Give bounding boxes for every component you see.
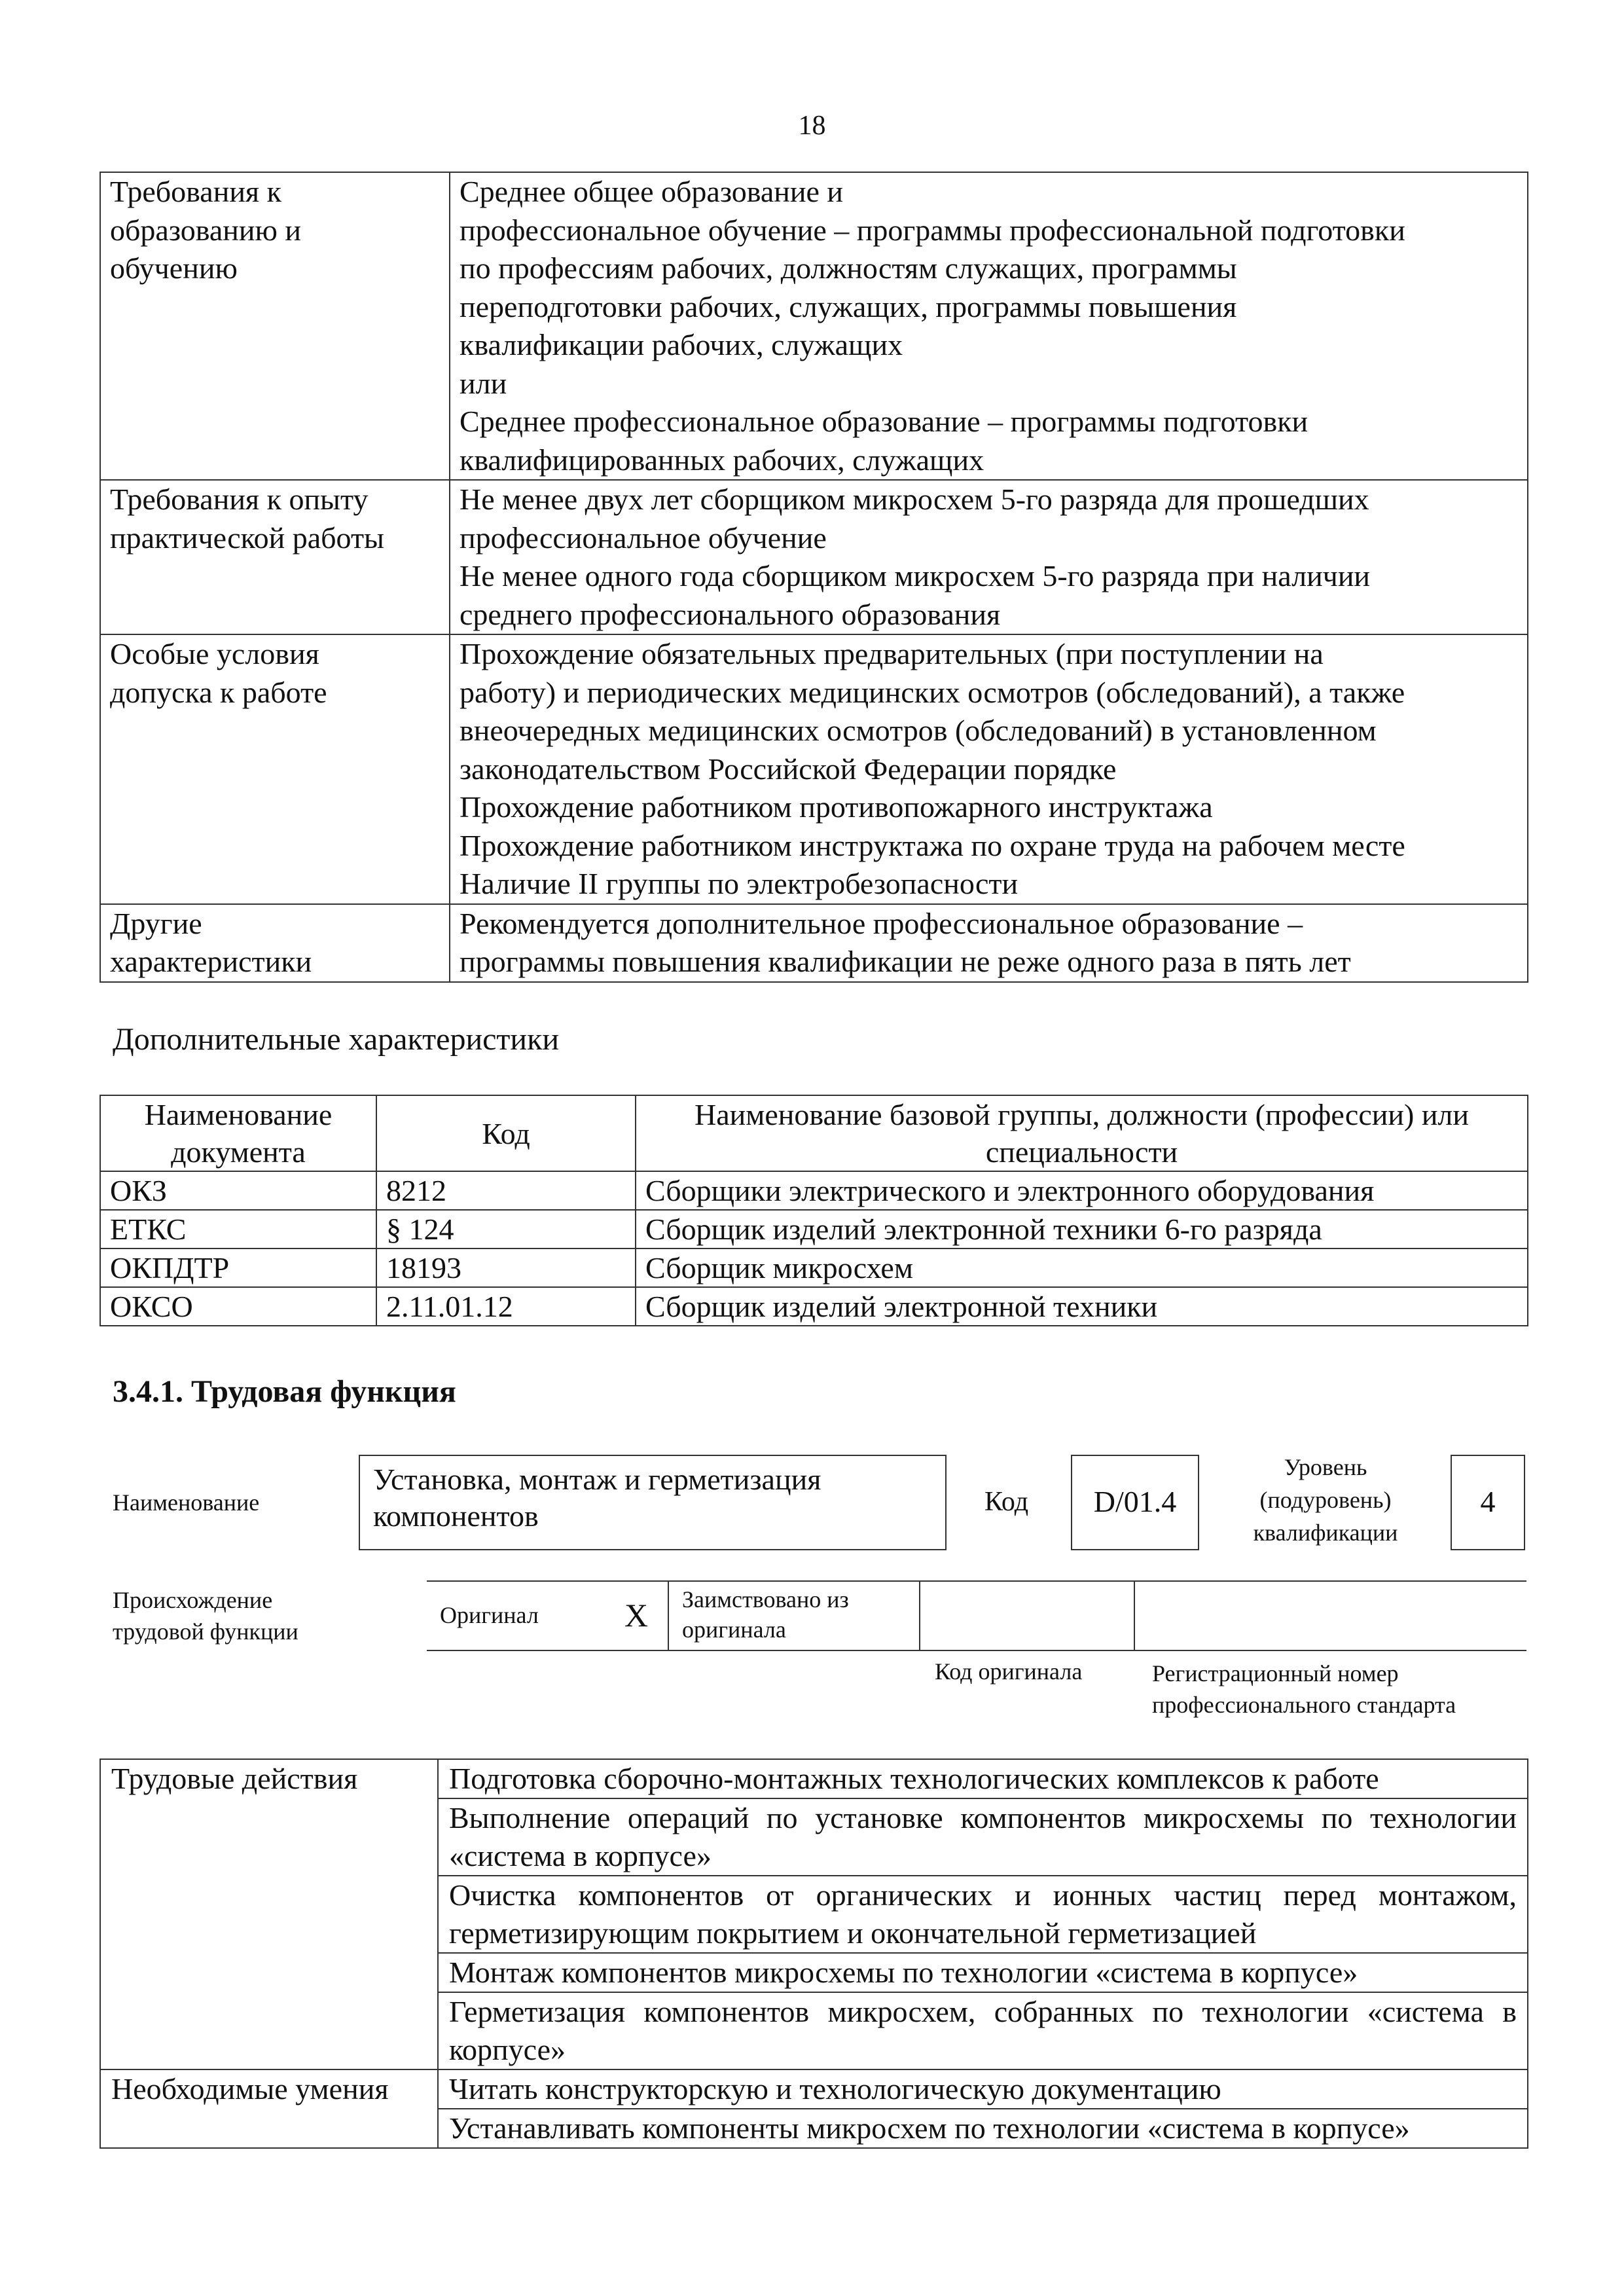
requirement-text — [450, 634, 1528, 904]
group-cell: Сборщики электрического и электронного оборудования — [636, 1171, 1528, 1210]
label-line: Особые условия — [110, 637, 319, 670]
code-cell: 8212 — [376, 1171, 636, 1210]
table-row — [100, 172, 1528, 480]
function-code-box — [1071, 1455, 1199, 1550]
table-row — [100, 634, 1528, 904]
extra-heading: Дополнительные характеристики — [113, 1022, 560, 1057]
action-item: Герметизация компонентов микросхем, собранных по технологии «система в корпусе» — [438, 1992, 1528, 2069]
original-mark: X — [624, 1597, 649, 1633]
page-number: 18 — [798, 111, 826, 141]
actions-table — [99, 1758, 1528, 2149]
function-code-value: D/01.4 — [1093, 1485, 1177, 1518]
table-row — [100, 2069, 1528, 2109]
label-line: обучению — [110, 251, 238, 285]
text-line: Прохождение обязательных предварительных (при поступлении на — [460, 637, 1324, 670]
level-label: Уровень (подуровень) квалификации — [1253, 1454, 1398, 1546]
table-row — [100, 1171, 1528, 1210]
doc-cell: ОКСО — [100, 1287, 376, 1326]
label-line: Другие — [110, 906, 202, 940]
requirement-label — [100, 172, 450, 480]
text-line: переподготовки рабочих, служащих, программы повышения — [460, 289, 1237, 323]
text-line: среднего профессионального образования — [460, 597, 1001, 631]
text-line: законодательством Российской Федерации порядке — [460, 752, 1117, 786]
text-line: Прохождение работником противопожарного инструктажа — [460, 790, 1213, 824]
text-line: Не менее двух лет сборщиком микросхем 5-го разряда для прошедших — [460, 483, 1369, 516]
table-row — [100, 1759, 1528, 1798]
table-header-row — [100, 1095, 1528, 1171]
origin-row — [427, 1580, 1526, 1651]
code-original-caption: Код оригинала — [935, 1658, 1083, 1685]
group-cell: Сборщик изделий электронной техники — [636, 1287, 1528, 1326]
reg-number-caption: Регистрационный номер профессионального стандарта — [1152, 1660, 1456, 1718]
borrowed-label: Заимствовано из оригинала — [682, 1586, 849, 1643]
action-item: Очистка компонентов от органических и ионных частиц перед монтажом, герметизирующим покрытием и окончательной герметизацией — [438, 1876, 1528, 1953]
requirement-label — [100, 634, 450, 904]
code-cell: 2.11.01.12 — [376, 1287, 636, 1326]
group-cell: Сборщик микросхем — [636, 1248, 1528, 1287]
text-line: квалифицированных рабочих, служащих — [460, 443, 984, 477]
table-row — [100, 1210, 1528, 1248]
divider — [919, 1582, 920, 1650]
label-line: Требования к — [110, 175, 281, 208]
text-line: профессиональное обучение — [460, 520, 827, 555]
header-group: Наименование базовой группы, должности (профессии) или специальности — [636, 1095, 1528, 1171]
label-line: Требования к опыту — [110, 483, 369, 516]
group-cell: Сборщик изделий электронной техники 6-го разряда — [636, 1210, 1528, 1248]
code-cell: § 124 — [376, 1210, 636, 1248]
skill-item: Устанавливать компоненты микросхем по технологии «система в корпусе» — [438, 2109, 1528, 2148]
label-line: допуска к работе — [110, 675, 327, 709]
skills-label: Необходимые умения — [100, 2069, 438, 2148]
text-line: квалификации рабочих, служащих — [460, 328, 903, 361]
text-line: работу) и периодических медицинских осмотров (обследований), а также — [460, 675, 1405, 709]
section-heading: 3.4.1. Трудовая функция — [113, 1374, 456, 1409]
requirement-text — [450, 172, 1528, 480]
text-line: Прохождение работником инструктажа по охране труда на рабочем месте — [460, 828, 1405, 862]
text-line: или — [460, 366, 507, 400]
level-box — [1451, 1455, 1525, 1550]
text-line: по профессиям рабочих, должностям служащих, программы — [460, 251, 1237, 285]
action-item: Выполнение операций по установке компонентов микросхемы по технологии «система в корпусе» — [438, 1798, 1528, 1876]
doc-cell: ОКПДТР — [100, 1248, 376, 1287]
action-item: Монтаж компонентов микросхемы по технологии «система в корпусе» — [438, 1953, 1528, 1992]
origin-label: Происхождение трудовой функции — [113, 1587, 298, 1645]
action-item: Подготовка сборочно-монтажных технологических комплексов к работе — [438, 1759, 1528, 1798]
actions-label: Трудовые действия — [100, 1759, 438, 2069]
requirement-label — [100, 480, 450, 634]
header-code: Код — [376, 1095, 636, 1171]
requirement-text — [450, 904, 1528, 982]
text-line: Среднее профессиональное образование – программы подготовки — [460, 405, 1308, 438]
requirements-table — [99, 172, 1528, 983]
table-row — [100, 480, 1528, 634]
original-label: Оригинал — [440, 1602, 539, 1628]
text-line: Не менее одного года сборщиком микросхем 5-го разряда при наличии — [460, 559, 1371, 592]
text-line: Среднее общее образование и — [460, 175, 844, 208]
skill-item: Читать конструкторскую и технологическую документацию — [438, 2069, 1528, 2109]
label-line: практической работы — [110, 520, 384, 555]
requirement-label — [100, 904, 450, 982]
text-line: внеочередных медицинских осмотров (обследований) в установленном — [460, 714, 1377, 747]
text-line: профессиональное обучение – программы профессиональной подготовки — [460, 213, 1405, 247]
level-value: 4 — [1480, 1485, 1496, 1518]
doc-cell: ЕТКС — [100, 1210, 376, 1248]
name-label: Наименование — [113, 1489, 260, 1516]
divider — [1134, 1582, 1135, 1650]
function-name-value: Установка, монтаж и герметизация компонентов — [373, 1463, 821, 1533]
text-line: Наличие II группы по электробезопасности — [460, 867, 1019, 900]
label-line: образованию и — [110, 213, 301, 247]
text-line: Рекомендуется дополнительное профессиональное образование – — [460, 906, 1303, 940]
table-row — [100, 1287, 1528, 1326]
function-name-box — [359, 1455, 947, 1550]
requirement-text — [450, 480, 1528, 634]
code-label: Код — [984, 1487, 1029, 1517]
label-line: характеристики — [110, 945, 312, 978]
table-row — [100, 1248, 1528, 1287]
extra-characteristics-table — [99, 1095, 1528, 1326]
header-document: Наименование документа — [100, 1095, 376, 1171]
code-cell: 18193 — [376, 1248, 636, 1287]
table-row — [100, 904, 1528, 982]
text-line: программы повышения квалификации не реже одного раза в пять лет — [460, 945, 1351, 978]
divider — [668, 1582, 669, 1650]
doc-cell: ОКЗ — [100, 1171, 376, 1210]
